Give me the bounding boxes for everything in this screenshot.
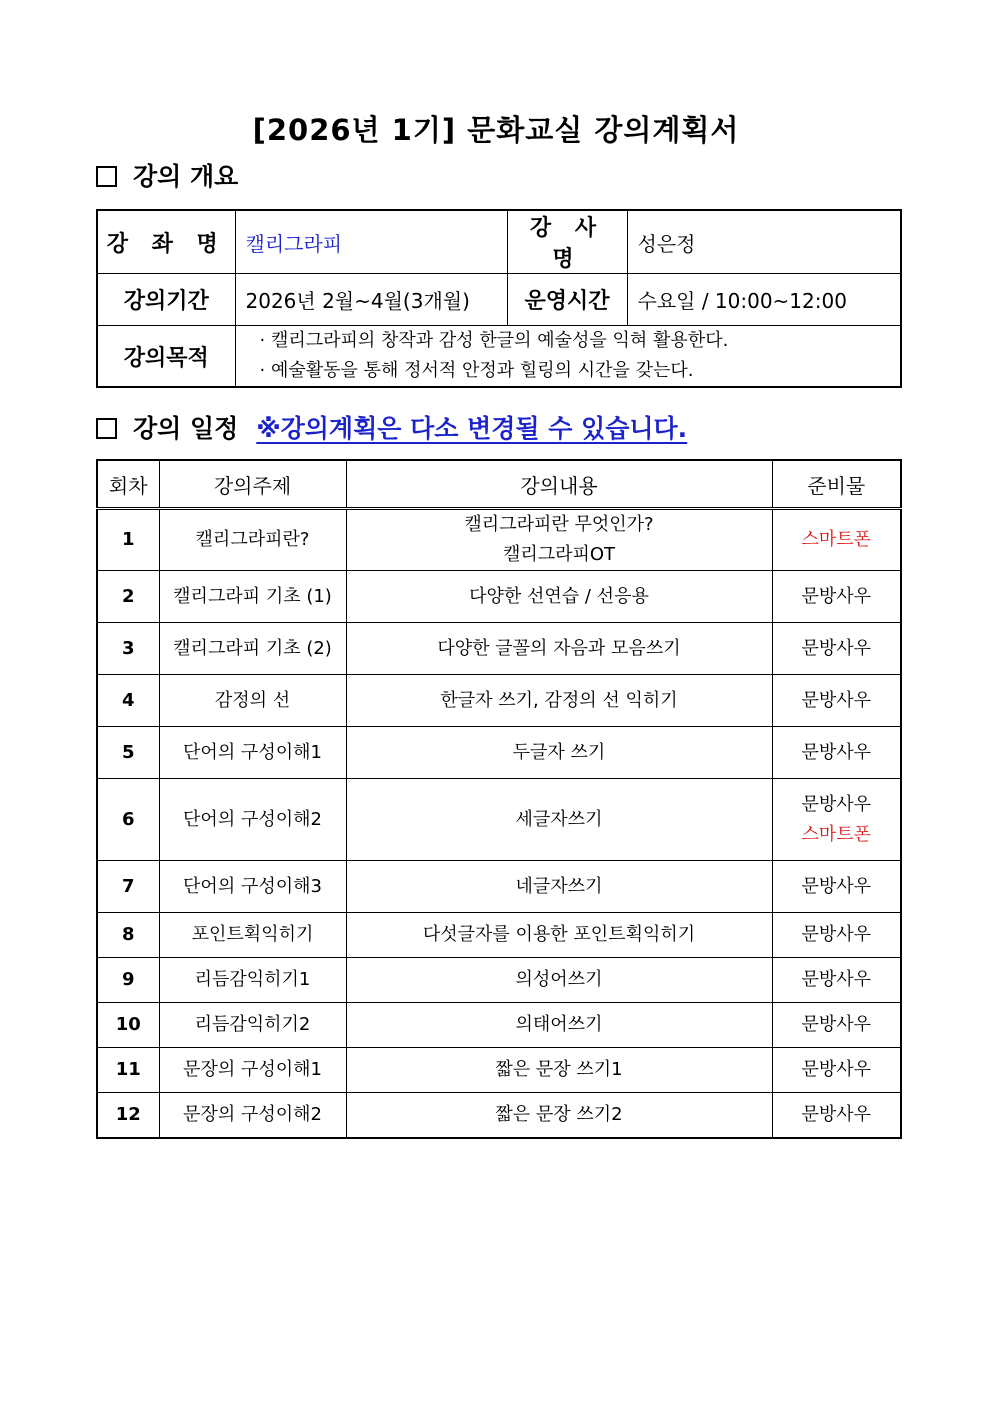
overview-heading-text: 강의 개요 bbox=[133, 162, 239, 191]
table-row bbox=[97, 1048, 901, 1093]
header-session: 회차 bbox=[97, 460, 159, 509]
table-row bbox=[97, 1003, 901, 1048]
material-item: 문방사우 bbox=[801, 585, 872, 607]
session-materials bbox=[772, 623, 901, 675]
session-number: 9 bbox=[97, 958, 159, 1003]
session-materials bbox=[772, 779, 901, 861]
schedule-heading bbox=[96, 409, 687, 445]
header-materials: 준비물 bbox=[772, 460, 901, 509]
goal-line-1: · 캘리그라피의 창작과 감성 한글의 예술성을 익혀 활용한다. bbox=[259, 330, 729, 351]
session-materials bbox=[772, 1093, 901, 1138]
overview-table bbox=[96, 209, 902, 388]
schedule-header-row bbox=[97, 460, 901, 509]
material-item: 스마트폰 bbox=[801, 823, 872, 845]
material-item: 문방사우 bbox=[801, 1059, 872, 1080]
content-line: 다양한 선연습 / 선응용 bbox=[469, 585, 649, 607]
session-topic: 단어의 구성이해3 bbox=[159, 861, 346, 913]
session-materials bbox=[772, 958, 901, 1003]
overview-row-goal bbox=[97, 326, 901, 388]
session-content bbox=[346, 913, 772, 958]
session-content bbox=[346, 623, 772, 675]
course-value: 캘리그라피 bbox=[235, 210, 507, 274]
material-item: 문방사우 bbox=[801, 924, 872, 945]
session-materials bbox=[772, 913, 901, 958]
table-row bbox=[97, 623, 901, 675]
content-line: 캘리그라피OT bbox=[502, 544, 616, 565]
session-topic: 캘리그라피란? bbox=[159, 509, 346, 571]
session-materials bbox=[772, 1003, 901, 1048]
material-item: 문방사우 bbox=[801, 1014, 872, 1035]
material-item: 문방사우 bbox=[801, 741, 872, 763]
session-content bbox=[346, 509, 772, 571]
session-materials bbox=[772, 1048, 901, 1093]
content-line: 짧은 문장 쓰기1 bbox=[495, 1059, 623, 1080]
session-materials bbox=[772, 571, 901, 623]
content-line: 다섯글자를 이용한 포인트획익히기 bbox=[422, 924, 696, 945]
material-item: 문방사우 bbox=[801, 689, 872, 711]
overview-heading bbox=[96, 157, 238, 193]
schedule-body bbox=[97, 509, 901, 1138]
content-line: 캘리그라피란 무엇인가? bbox=[464, 514, 654, 535]
session-materials bbox=[772, 727, 901, 779]
table-row bbox=[97, 861, 901, 913]
goal-line-2: · 예술활동을 통해 정서적 안정과 힐링의 시간을 갖는다. bbox=[259, 360, 694, 381]
session-content bbox=[346, 861, 772, 913]
overview-row-period bbox=[97, 274, 901, 326]
content-line: 네글자쓰기 bbox=[515, 875, 603, 897]
hours-value: 수요일 / 10:00~12:00 bbox=[627, 274, 901, 326]
material-item: 문방사우 bbox=[801, 875, 872, 897]
session-content bbox=[346, 958, 772, 1003]
schedule-table bbox=[96, 459, 902, 1139]
material-item: 스마트폰 bbox=[801, 529, 872, 550]
session-content bbox=[346, 675, 772, 727]
session-number: 8 bbox=[97, 913, 159, 958]
table-row bbox=[97, 571, 901, 623]
content-line: 의태어쓰기 bbox=[515, 1014, 603, 1035]
session-topic: 단어의 구성이해1 bbox=[159, 727, 346, 779]
period-label: 강의기간 bbox=[97, 274, 235, 326]
session-materials bbox=[772, 509, 901, 571]
goal-cell bbox=[235, 326, 901, 388]
table-row bbox=[97, 913, 901, 958]
material-item: 문방사우 bbox=[801, 1103, 872, 1125]
material-item: 문방사우 bbox=[801, 793, 872, 815]
document-title: [2026년 1기] 문화교실 강의계획서 bbox=[252, 113, 740, 147]
table-row bbox=[97, 779, 901, 861]
session-number: 6 bbox=[97, 779, 159, 861]
course-label: 강 좌 명 bbox=[97, 210, 235, 274]
session-topic: 리듬감익히기1 bbox=[159, 958, 346, 1003]
session-materials bbox=[772, 675, 901, 727]
table-row bbox=[97, 509, 901, 571]
header-content: 강의내용 bbox=[346, 460, 772, 509]
header-topic: 강의주제 bbox=[159, 460, 346, 509]
period-value: 2026년 2월~4월(3개월) bbox=[235, 274, 507, 326]
session-topic: 단어의 구성이해2 bbox=[159, 779, 346, 861]
session-number: 2 bbox=[97, 571, 159, 623]
session-content bbox=[346, 1048, 772, 1093]
content-line: 짧은 문장 쓰기2 bbox=[495, 1103, 623, 1125]
table-row bbox=[97, 1093, 901, 1138]
session-content bbox=[346, 571, 772, 623]
session-content bbox=[346, 727, 772, 779]
table-row bbox=[97, 958, 901, 1003]
session-topic: 포인트획익히기 bbox=[159, 913, 346, 958]
schedule-heading-text: 강의 일정 bbox=[133, 414, 239, 443]
table-row bbox=[97, 675, 901, 727]
material-item: 문방사우 bbox=[801, 637, 872, 659]
table-row bbox=[97, 727, 901, 779]
session-topic: 캘리그라피 기초 (2) bbox=[159, 623, 346, 675]
hours-label: 운영시간 bbox=[507, 274, 627, 326]
content-line: 다양한 글꼴의 자음과 모음쓰기 bbox=[437, 637, 681, 659]
session-content bbox=[346, 1003, 772, 1048]
content-line: 세글자쓰기 bbox=[515, 808, 603, 830]
session-topic: 리듬감익히기2 bbox=[159, 1003, 346, 1048]
overview-row-course bbox=[97, 210, 901, 274]
checkbox-square-icon bbox=[96, 418, 117, 439]
session-content bbox=[346, 779, 772, 861]
content-line: 의성어쓰기 bbox=[515, 969, 603, 990]
session-content bbox=[346, 1093, 772, 1138]
session-number: 1 bbox=[97, 509, 159, 571]
session-number: 3 bbox=[97, 623, 159, 675]
session-topic: 문장의 구성이해2 bbox=[159, 1093, 346, 1138]
content-line: 한글자 쓰기, 감정의 선 익히기 bbox=[440, 689, 678, 711]
session-number: 10 bbox=[97, 1003, 159, 1048]
material-item: 문방사우 bbox=[801, 969, 872, 990]
schedule-notice: ※강의계획은 다소 변경될 수 있습니다. bbox=[256, 414, 688, 443]
session-number: 4 bbox=[97, 675, 159, 727]
session-topic: 캘리그라피 기초 (1) bbox=[159, 571, 346, 623]
session-number: 5 bbox=[97, 727, 159, 779]
session-number: 12 bbox=[97, 1093, 159, 1138]
session-topic: 문장의 구성이해1 bbox=[159, 1048, 346, 1093]
session-materials bbox=[772, 861, 901, 913]
checkbox-square-icon bbox=[96, 166, 117, 187]
session-number: 11 bbox=[97, 1048, 159, 1093]
session-topic: 감정의 선 bbox=[159, 675, 346, 727]
goal-label: 강의목적 bbox=[97, 326, 235, 388]
instructor-value: 성은정 bbox=[627, 210, 901, 274]
session-number: 7 bbox=[97, 861, 159, 913]
instructor-label: 강 사 명 bbox=[507, 210, 627, 274]
content-line: 두글자 쓰기 bbox=[512, 741, 606, 763]
